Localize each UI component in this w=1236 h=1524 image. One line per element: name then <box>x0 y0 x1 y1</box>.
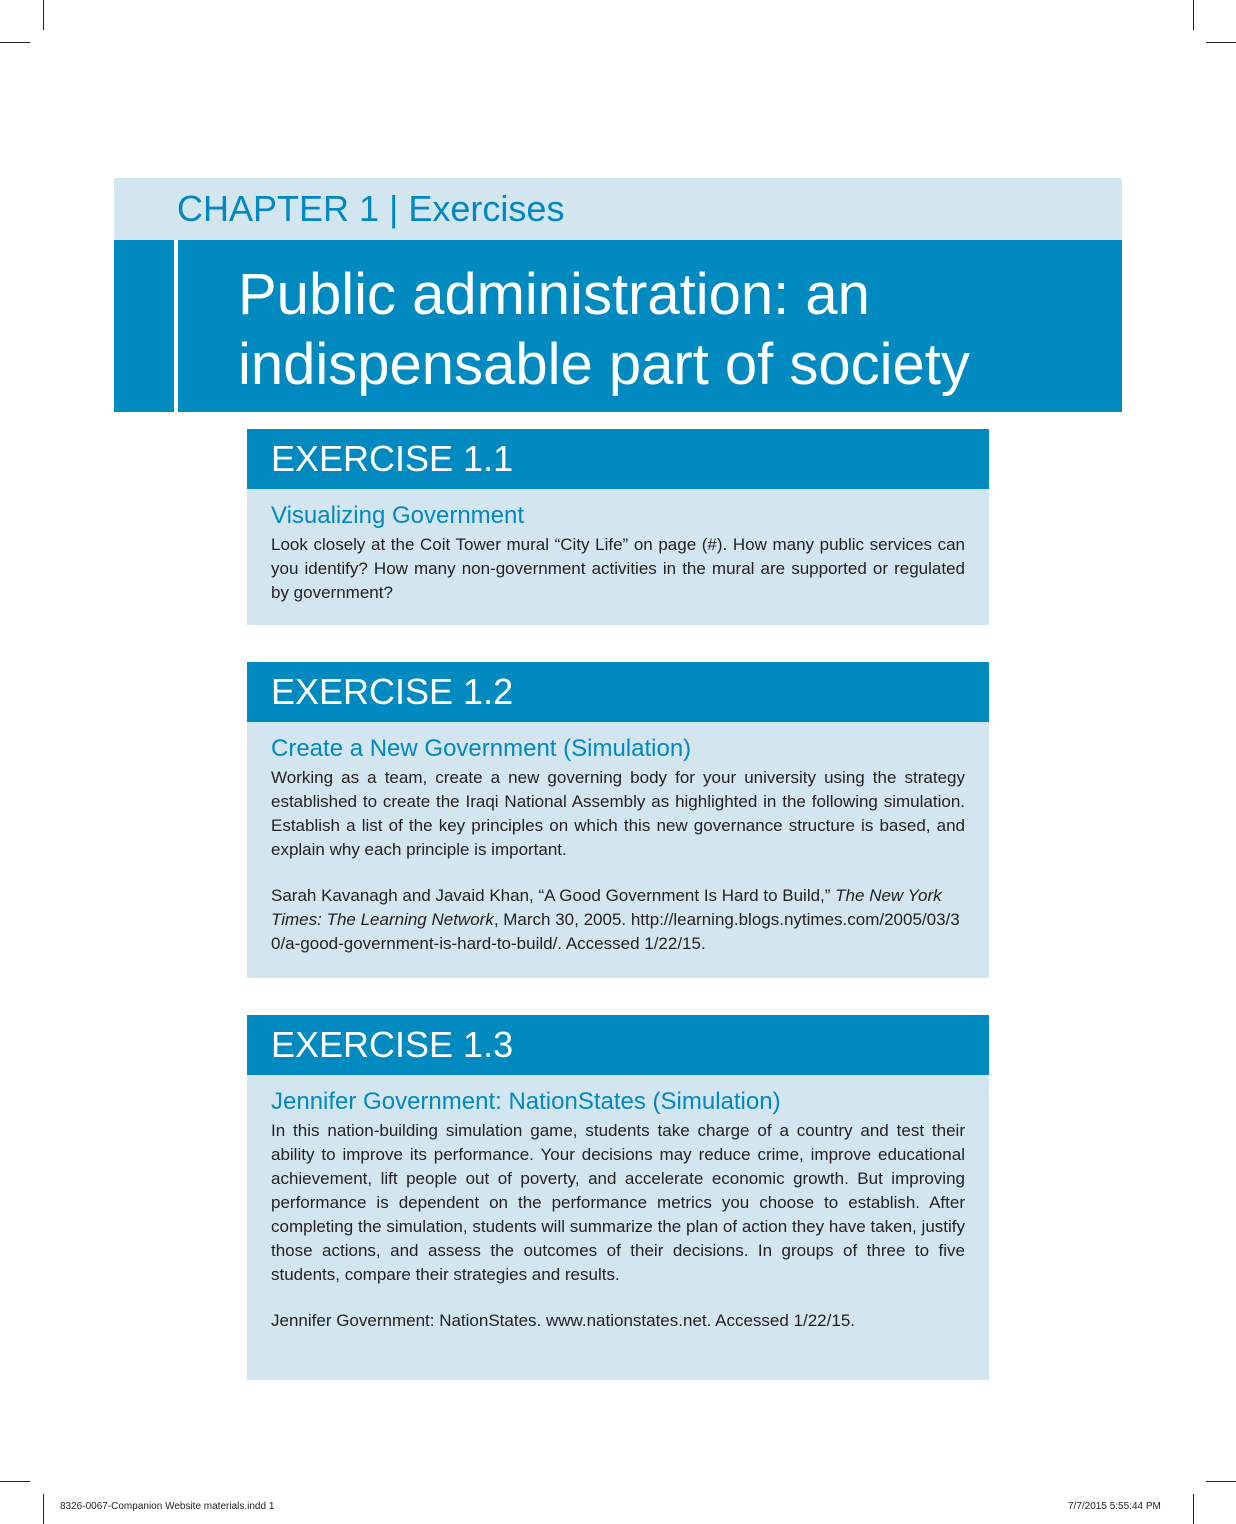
footer-timestamp: 7/7/2015 5:55:44 PM <box>1068 1501 1161 1512</box>
footer-filename: 8326-0067-Companion Website materials.indd 1 <box>60 1501 275 1512</box>
exercise-body <box>247 489 989 625</box>
chapter-label: CHAPTER 1 | Exercises <box>177 188 565 229</box>
exercise-card <box>247 662 989 978</box>
citation-source: The New York Times: The Learning Network <box>271 886 942 929</box>
crop-mark <box>1206 1481 1236 1482</box>
crop-mark <box>43 1494 44 1524</box>
crop-mark <box>1206 42 1236 43</box>
exercise-number: EXERCISE 1.2 <box>247 662 989 722</box>
exercise-body <box>247 722 989 976</box>
citation-text: , March 30, 2005. http://learning.blogs.nytimes.com/2005/03/30/a-good-government-is-hard-to-build/. Accessed 1/22/15. <box>271 910 960 953</box>
exercise-text: In this nation-building simulation game, students take charge of a country and test their ability to improve its performance. Your decisions may reduce crime, improve educational achievement, lift people out of poverty, and accelerate economic growth. But improving performance is dependent on the performance metrics you choose to establish. After completing the simulation, students will summarize the plan of action they have taken, justify those actions, and assess the outcomes of their decisions. In groups of three to five students, compare their strategies and results. <box>271 1121 965 1284</box>
exercise-subtitle: Visualizing Government <box>271 502 525 529</box>
exercise-body <box>247 1075 989 1353</box>
exercise-number: EXERCISE 1.1 <box>247 429 989 489</box>
chapter-title: Public administration: an indispensable part of society <box>238 262 970 397</box>
citation-text: Sarah Kavanagh and Javaid Khan, “A Good Government Is Hard to Build,” <box>271 886 836 905</box>
exercise-citation: Jennifer Government: NationStates. www.nationstates.net. Accessed 1/22/15. <box>271 1311 855 1330</box>
exercise-text: Working as a team, create a new governing body for your university using the strategy established to create the Iraqi National Assembly as highlighted in the following simulation. Establish a list of the key principles on which this new governance structure is based, and explain why each principle is important. <box>271 768 965 859</box>
exercise-subtitle: Create a New Government (Simulation) <box>271 735 692 762</box>
title-divider <box>174 240 178 412</box>
title-band <box>114 240 1122 412</box>
exercise-card <box>247 429 989 625</box>
exercise-subtitle: Jennifer Government: NationStates (Simulation) <box>271 1088 781 1115</box>
exercise-number: EXERCISE 1.3 <box>247 1015 989 1075</box>
exercise-text: Look closely at the Coit Tower mural “City Life” on page (#). How many public services can you identify? How many non-government activities in the mural are supported or regulated by government? <box>271 535 965 602</box>
crop-mark <box>43 0 44 30</box>
crop-mark <box>1193 1494 1194 1524</box>
crop-mark <box>0 42 30 43</box>
exercise-citation <box>271 884 965 956</box>
chapter-band <box>114 178 1122 240</box>
crop-mark <box>1193 0 1194 30</box>
crop-mark <box>0 1481 30 1482</box>
exercise-card <box>247 1015 989 1380</box>
